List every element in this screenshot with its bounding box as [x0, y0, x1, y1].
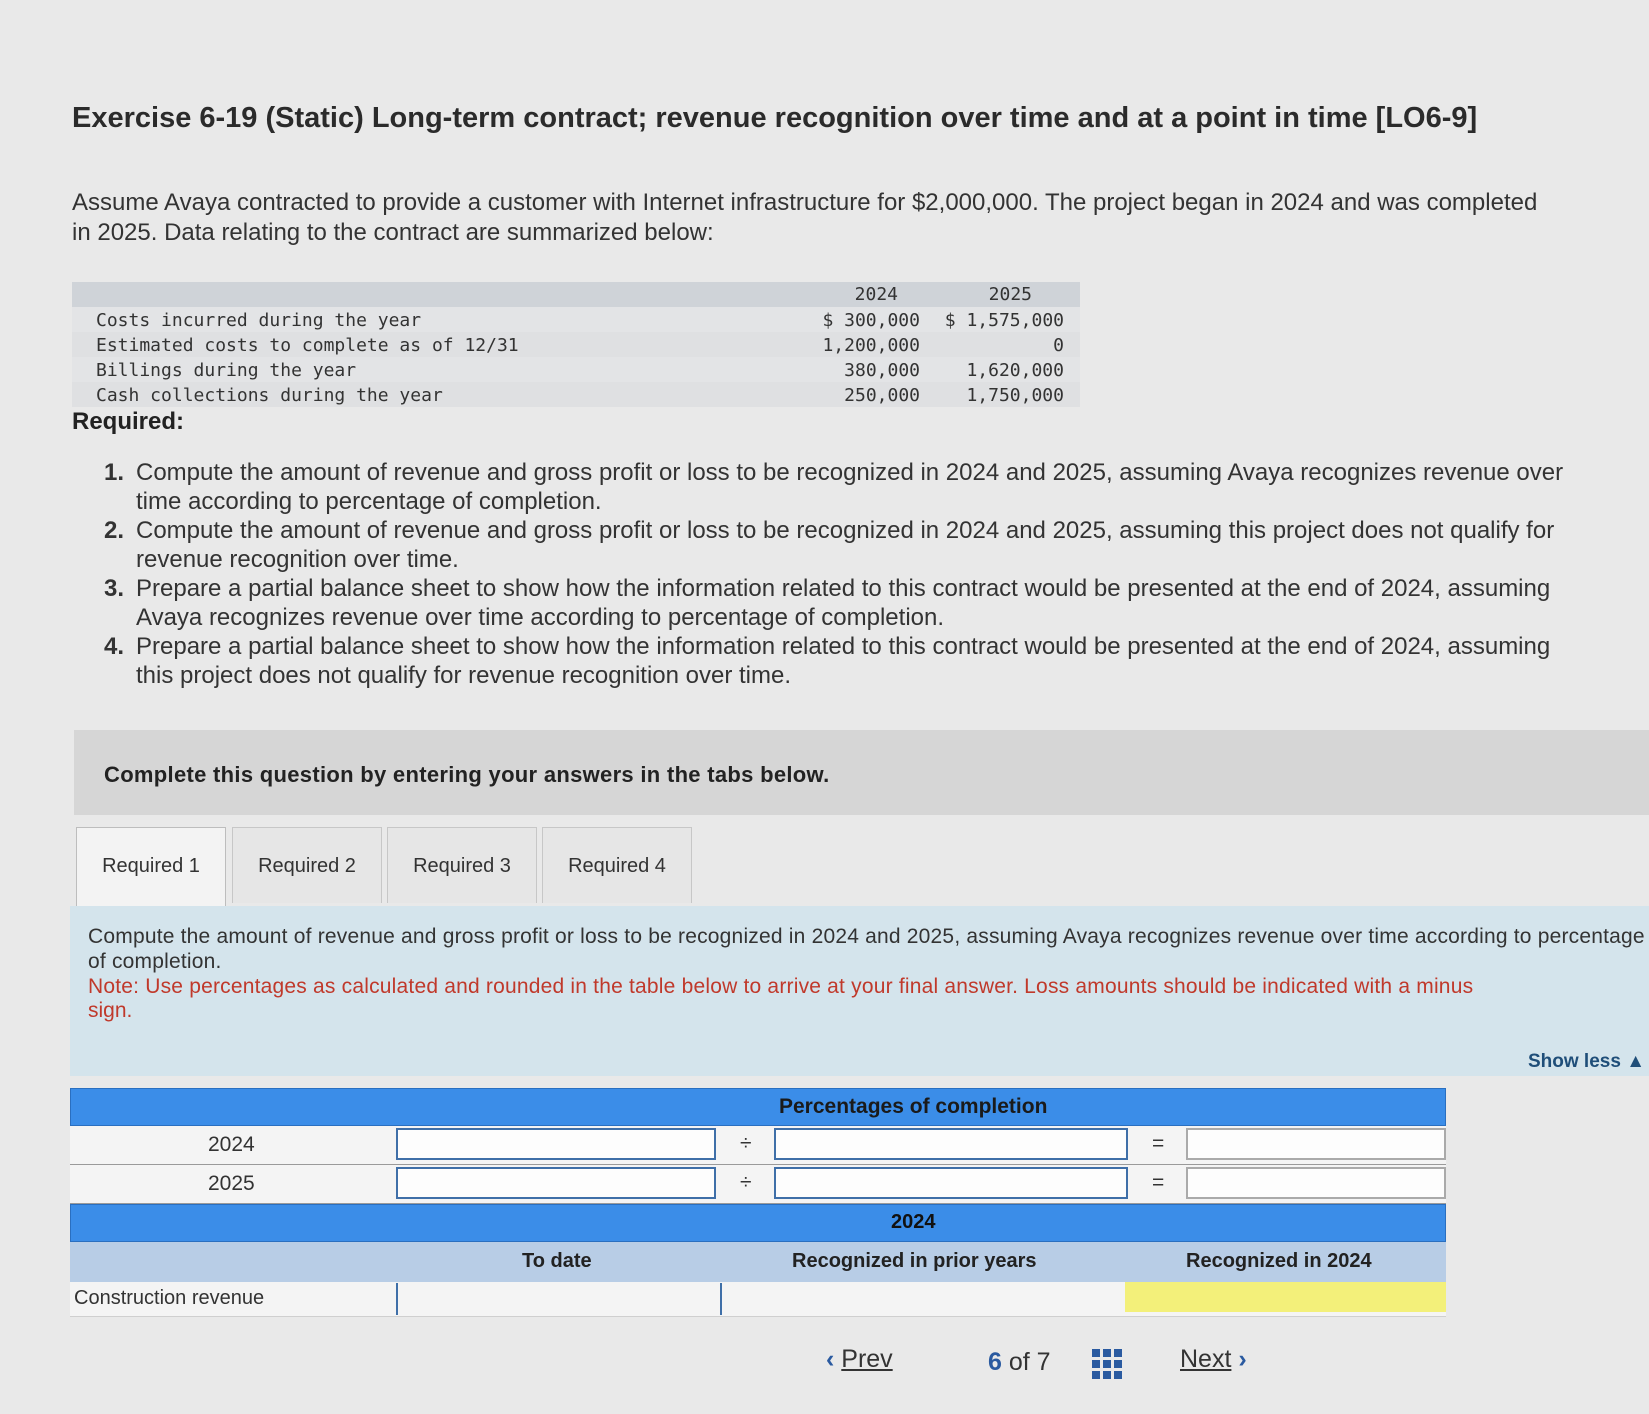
grid-menu-icon[interactable] [1092, 1349, 1122, 1379]
equals-sign: = [1152, 1171, 1165, 1194]
table-row [72, 332, 1080, 357]
chevron-right-icon: › [1238, 1345, 1247, 1373]
col-header-2024: 2024 [854, 284, 898, 305]
list-item [104, 516, 1584, 574]
value-2024: $ 300,000 [822, 310, 920, 331]
instructions-banner [74, 730, 1649, 815]
table-header-row [72, 282, 1080, 307]
percentage-output [1186, 1128, 1446, 1160]
year-label: 2024 [208, 1133, 255, 1156]
revenue-current-output [1125, 1282, 1446, 1312]
item-number: 3. [104, 575, 125, 602]
tab-required-4[interactable]: Required 4 [542, 827, 692, 903]
col-prior-years: Recognized in prior years [792, 1250, 1037, 1272]
triangle-up-icon: ▲ [1626, 1051, 1645, 1072]
required-heading: Required: [72, 408, 185, 435]
item-text: Compute the amount of revenue and gross profit or loss to be recognized in 2024 and 2025, assuming Avaya recognizes revenue over time according to percentage of completion. [136, 459, 1564, 515]
item-text: Compute the amount of revenue and gross profit or loss to be recognized in 2024 and 2025, assuming this project does not qualify for revenue recognition over time. [136, 517, 1555, 573]
item-number: 1. [104, 459, 125, 486]
row-label: Estimated costs to complete as of 12/31 [96, 335, 519, 356]
value-2025: 1,750,000 [966, 385, 1064, 406]
list-item [104, 632, 1584, 690]
pct-row-2025 [70, 1165, 1446, 1204]
list-item [104, 574, 1584, 632]
prev-button[interactable] [826, 1345, 893, 1374]
table-row [72, 307, 1080, 332]
col-current-year: Recognized in 2024 [1186, 1250, 1372, 1272]
costs-to-date-input[interactable] [396, 1167, 716, 1199]
year-section-header [70, 1204, 1446, 1242]
current-page: 6 [988, 1348, 1002, 1376]
answer-grid [70, 1088, 1446, 1317]
revenue-to-date-input[interactable] [396, 1283, 716, 1315]
next-label: Next [1180, 1345, 1232, 1373]
tab-required-1[interactable]: Required 1 [76, 827, 226, 907]
table-row [72, 357, 1080, 382]
page-of: of [1008, 1348, 1030, 1376]
value-2025: $ 1,575,000 [944, 310, 1064, 331]
show-less-label: Show less [1527, 1051, 1621, 1072]
revenue-prior-input[interactable] [720, 1283, 1126, 1315]
problem-intro: Assume Avaya contracted to provide a customer with Internet infrastructure for $2,000,000. The project began in 2024 and was completed in 2025. Data relating to the contract are summarized below: [72, 189, 1538, 246]
list-item [104, 458, 1584, 516]
value-2025: 1,620,000 [966, 360, 1064, 381]
divide-sign: ÷ [740, 1171, 752, 1194]
row-label: Costs incurred during the year [96, 310, 422, 331]
year-label: 2025 [208, 1172, 255, 1195]
chevron-left-icon: ‹ [826, 1345, 835, 1373]
requirements-list [104, 458, 1584, 690]
total-costs-input[interactable] [774, 1128, 1128, 1160]
value-2024: 1,200,000 [822, 335, 920, 356]
value-2024: 250,000 [844, 385, 920, 406]
prev-label: Prev [841, 1345, 893, 1373]
contract-data-table [72, 282, 1080, 407]
value-2024: 380,000 [844, 360, 920, 381]
revenue-row [70, 1282, 1446, 1317]
row-label: Billings during the year [96, 360, 357, 381]
section-year: 2024 [891, 1211, 936, 1233]
item-number: 2. [104, 517, 125, 544]
tab-required-2[interactable]: Required 2 [232, 827, 382, 903]
tab-required-3[interactable]: Required 3 [387, 827, 537, 903]
col-to-date: To date [522, 1250, 592, 1272]
page-indicator [988, 1348, 1051, 1377]
item-text: Prepare a partial balance sheet to show how the information related to this contract would be presented at the end of 2024, assuming Avaya recognizes revenue over time according to percentage of completion. [136, 575, 1551, 631]
pct-header: Percentages of completion [779, 1095, 1048, 1118]
table-row [72, 382, 1080, 407]
pct-header-row [70, 1088, 1446, 1126]
tab-instructions [70, 906, 1649, 1076]
instruction-note-continued: sign. [88, 999, 133, 1022]
percentage-output [1186, 1167, 1446, 1199]
instruction-text: Compute the amount of revenue and gross profit or loss to be recognized in 2024 and 2025, assuming Avaya recognizes revenue over time according to percentage of completion. [88, 925, 1645, 973]
costs-to-date-input[interactable] [396, 1128, 716, 1160]
item-text: Prepare a partial balance sheet to show how the information related to this contract would be presented at the end of 2024, assuming this project does not qualify for revenue recognition over time. [136, 633, 1551, 689]
show-less-link[interactable] [1528, 1051, 1645, 1073]
page-title: Exercise 6-19 (Static) Long-term contract; revenue recognition over time and at a point in time [LO6-9] [72, 102, 1478, 134]
total-costs-input[interactable] [774, 1167, 1128, 1199]
pct-row-2024 [70, 1126, 1446, 1165]
banner-text: Complete this question by entering your answers in the tabs below. [104, 762, 830, 787]
instruction-note: Note: Use percentages as calculated and rounded in the table below to arrive at your final answer. Loss amounts should be indicated with a minus [88, 975, 1474, 998]
row-label: Cash collections during the year [96, 385, 443, 406]
item-number: 4. [104, 633, 125, 660]
equals-sign: = [1152, 1132, 1165, 1155]
next-button[interactable] [1180, 1345, 1247, 1374]
col-header-2025: 2025 [988, 284, 1032, 305]
divide-sign: ÷ [740, 1132, 752, 1155]
value-2025: 0 [1053, 335, 1064, 356]
row-label: Construction revenue [74, 1287, 265, 1309]
total-pages: 7 [1036, 1348, 1051, 1376]
column-header-row [70, 1242, 1446, 1282]
